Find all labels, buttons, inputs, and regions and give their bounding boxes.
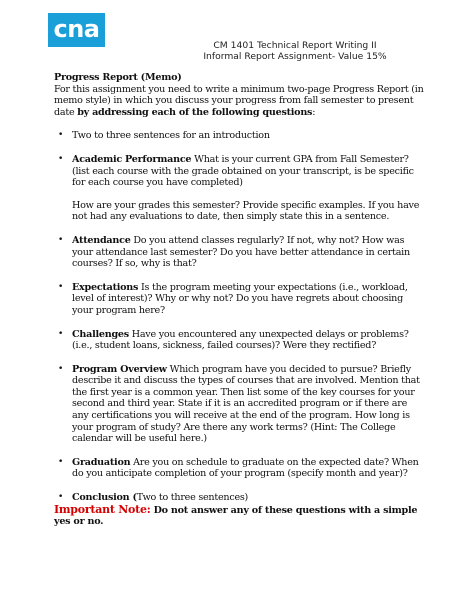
bullet-icon: •	[58, 234, 64, 245]
bullet-icon: •	[58, 492, 64, 503]
list-item	[54, 457, 426, 480]
item-term: Challenges	[72, 328, 129, 340]
list-item	[54, 364, 426, 445]
course-title: CM 1401 Technical Report Writing II	[213, 40, 377, 51]
important-note	[54, 504, 426, 528]
assignment-title: Informal Report Assignment- Value 15%	[203, 51, 387, 62]
bullet-icon: •	[58, 281, 64, 292]
item-text: Which program have you decided to pursue? Briefly describe it and discuss the types of courses that are involved. Mention that the first year is a common year. Then list some of the key courses for your second and third year. State if it is an accredited program or if there are any certifications you will receive at the end of the program. How long is your program of study? Are there any work terms? (Hint: The College calendar will be useful here.)	[72, 363, 420, 445]
list-item	[54, 492, 426, 504]
cna-logo	[48, 13, 105, 47]
item-term: Expectations	[72, 281, 139, 293]
item-extra-text: How are your grades this semester? Provide specific examples. If you have not had any evaluations to date, then simply state this in a sentence.	[72, 199, 420, 223]
logo-text: cna	[53, 15, 100, 43]
note-text: Do not answer any of these questions with a simple yes or no.	[54, 504, 418, 528]
intro-paragraph	[54, 84, 426, 119]
document-body	[54, 72, 426, 528]
note-label: Important Note:	[54, 502, 151, 516]
item-text: Have you encountered any unexpected delays or problems? (i.e., student loans, sickness, failed courses)? Were they rectified?	[72, 328, 409, 352]
list-item	[54, 235, 426, 270]
item-text: Two to three sentences)	[136, 492, 249, 504]
question-list	[54, 130, 426, 503]
intro-text: For this assignment you need to write a minimum two-page Progress Report (in memo style) in which you discuss your progress from fall semester to present date	[54, 83, 424, 118]
item-term: Conclusion (	[72, 492, 137, 504]
intro-bold-text: by addressing each of the following questions	[77, 106, 313, 118]
bullet-icon: •	[58, 153, 64, 164]
item-term: Attendance	[72, 234, 131, 246]
bullet-icon: •	[58, 456, 64, 467]
item-text: Are you on schedule to graduate on the expected date? When do you anticipate completion of your program (specify month and year)?	[72, 456, 419, 480]
intro-colon: :	[312, 106, 316, 118]
item-term: Program Overview	[72, 363, 167, 375]
list-item	[54, 130, 426, 142]
item-text: What is your current GPA from Fall Semester? (list each course with the grade obtained on your transcript, is be specific for each course you have completed)	[72, 153, 414, 189]
item-text: Two to three sentences for an introduction	[72, 130, 270, 142]
item-text: Do you attend classes regularly? If not, why not? How was your attendance last semester? Do you have better attendance in certain courses? If so, why is that?	[72, 234, 410, 270]
list-item	[54, 282, 426, 317]
bullet-icon: •	[58, 328, 64, 339]
item-term: Academic Performance	[72, 153, 192, 165]
item-text: Is the program meeting your expectations (i.e., workload, level of interest)? Why or why not? Do you have regrets about choosing your program here?	[72, 281, 408, 316]
list-item	[54, 329, 426, 352]
bullet-icon: •	[58, 130, 64, 141]
bullet-icon: •	[58, 363, 64, 374]
list-item	[54, 154, 426, 223]
document-header	[175, 40, 415, 62]
item-term: Graduation	[72, 456, 131, 468]
section-title: Progress Report (Memo)	[54, 72, 182, 83]
